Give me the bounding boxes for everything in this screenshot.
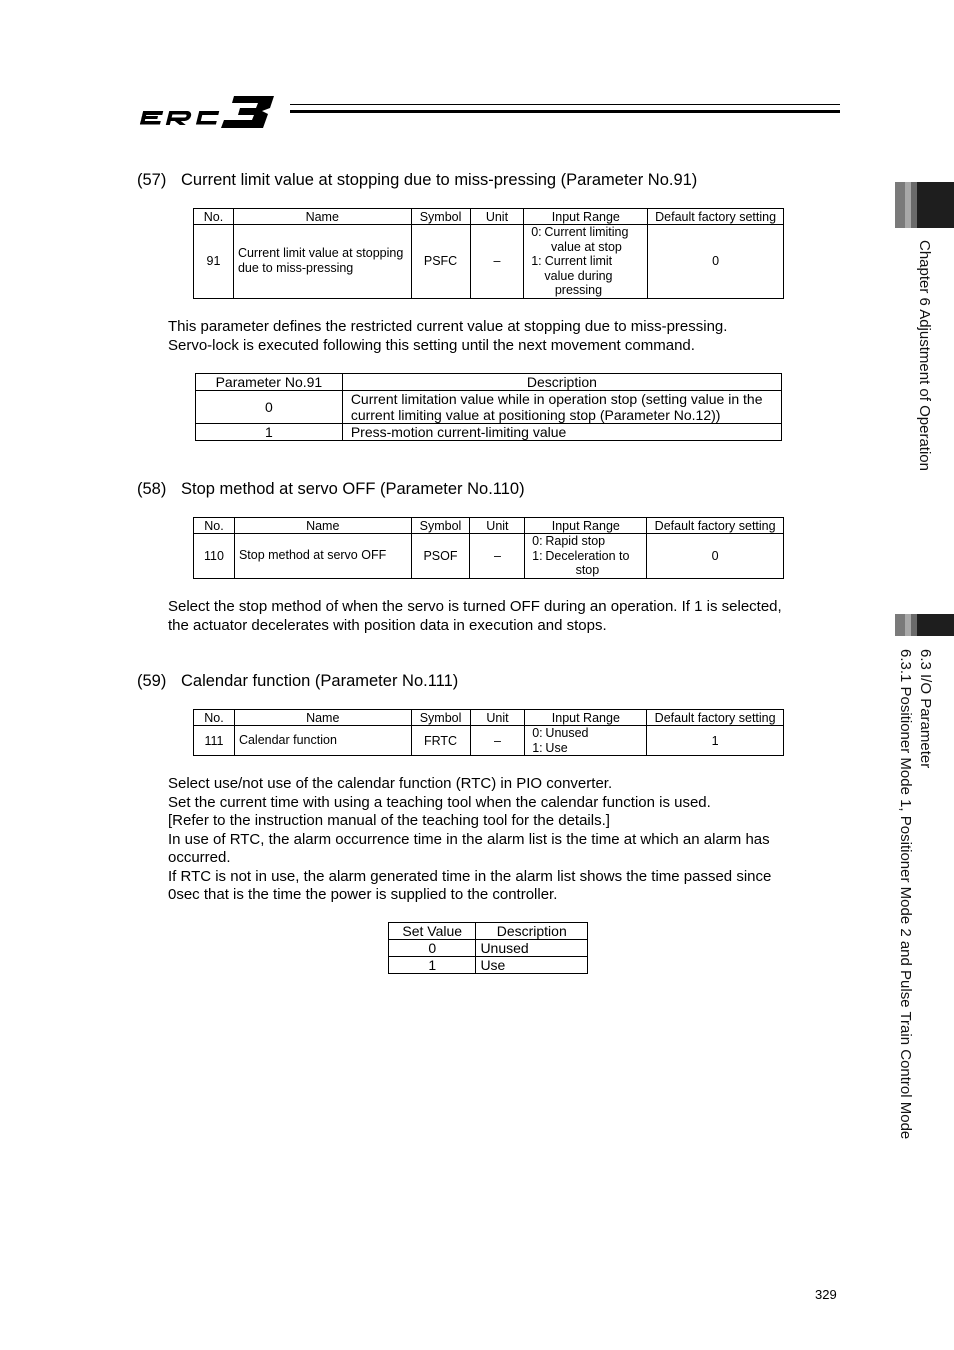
cell-input-range: 0: Rapid stop 1: Deceleration to stop [525,534,647,579]
col-header: Input Range [524,209,648,225]
col-header: Default factory setting [648,209,784,225]
cell-description: Use [476,957,588,974]
cell-value: 1 [196,424,343,441]
cell-unit: – [470,534,525,579]
cell-description: Press-motion current-limiting value [342,424,781,441]
col-header: Input Range [525,710,647,726]
param-table-91 [193,208,784,299]
col-header: Default factory setting [647,710,784,726]
paragraph-57: This parameter defines the restricted current value at stopping due to miss-pressing. Servo-lock is executed following this setting until the next movement command. [168,318,728,354]
heading-number: (59) [137,672,167,690]
paragraph-58: Select the stop method of when the servo is turned OFF during an operation. If 1 is selected, the actuator decelerates with position data in execution and stops. [168,598,782,634]
table-header-row [194,209,784,225]
table-row [389,957,588,974]
col-header: Description [342,374,781,391]
table-row [194,726,784,756]
col-header: Name [234,518,411,534]
col-header: Name [233,209,411,225]
table-row [194,225,784,299]
set-value-table-111 [388,922,588,974]
col-header: Input Range [525,518,647,534]
description-table-91 [195,373,782,441]
section-tab-marker [895,614,954,636]
col-header: Unit [470,518,525,534]
col-header: No. [194,518,235,534]
heading-title: Stop method at servo OFF (Parameter No.110) [181,480,525,498]
chapter-tab-label: Chapter 6 Adjustment of Operation [916,240,933,471]
table-row [389,940,588,957]
cell-description: Unused [476,940,588,957]
cell-name: Current limit value at stopping due to miss-pressing [233,225,411,299]
cell-value: 0 [196,391,343,424]
col-header: Description [476,923,588,940]
cell-description: Current limitation value while in operation stop (setting value in the current limiting value at positioning stop (Parameter No.12)) [342,391,781,424]
cell-symbol: PSFC [411,225,470,299]
table-row [196,424,782,441]
table-row [196,391,782,424]
cell-symbol: PSOF [411,534,470,579]
cell-symbol: FRTC [411,726,470,756]
page-number: 329 [815,1287,837,1302]
col-header: Symbol [411,710,470,726]
cell-name: Calendar function [234,726,411,756]
subsection-tab-label: 6.3.1 Positioner Mode 1, Positioner Mode 2 and Pulse Train Control Mode [897,649,914,1140]
header-rule-thick [290,110,840,113]
col-header: Name [234,710,411,726]
heading-58 [137,480,525,499]
heading-57 [137,171,697,190]
table-row [194,534,784,579]
heading-number: (57) [137,171,167,189]
cell-value: 0 [389,940,476,957]
col-header: Unit [470,209,524,225]
cell-input-range: 0: Current limiting value at stop 1: Current limit value during pressing [524,225,648,299]
col-header: No. [194,710,235,726]
cell-unit: – [470,225,524,299]
heading-59 [137,672,458,691]
col-header: Unit [470,710,525,726]
cell-default: 1 [647,726,784,756]
table-header-row [196,374,782,391]
cell-default: 0 [648,225,784,299]
cell-value: 1 [389,957,476,974]
param-table-110 [193,517,784,579]
cell-no: 111 [194,726,235,756]
col-header: Symbol [411,209,470,225]
heading-title: Current limit value at stopping due to miss-pressing (Parameter No.91) [181,171,698,189]
section-tab-label: 6.3 I/O Parameter [917,649,934,769]
col-header: Symbol [411,518,470,534]
table-header-row [194,710,784,726]
erc3-logo [136,92,281,132]
cell-unit: – [470,726,525,756]
heading-title: Calendar function (Parameter No.111) [181,672,459,690]
paragraph-59: Select use/not use of the calendar function (RTC) in PIO converter. Set the current time with using a teaching tool when the calendar function is used. [Refer to the instruction manual of the teaching tool for the details.] In use of RTC, the alarm occurrence time in the alarm list is the time at which an alarm has occurred. If RTC is not in use, the alarm generated time in the alarm list shows the time passed since 0sec that is the time the power is supplied to the controller. [168,775,772,903]
col-header: No. [194,209,234,225]
col-header: Parameter No.91 [196,374,343,391]
cell-no: 91 [194,225,234,299]
table-header-row [194,518,784,534]
param-table-111 [193,709,784,756]
cell-no: 110 [194,534,235,579]
heading-number: (58) [137,480,167,498]
cell-input-range: 0: Unused 1: Use [525,726,647,756]
cell-default: 0 [647,534,784,579]
header-rule-thin [290,104,840,105]
chapter-tab-marker [895,182,954,228]
table-header-row [389,923,588,940]
cell-name: Stop method at servo OFF [234,534,411,579]
col-header: Set Value [389,923,476,940]
col-header: Default factory setting [647,518,784,534]
